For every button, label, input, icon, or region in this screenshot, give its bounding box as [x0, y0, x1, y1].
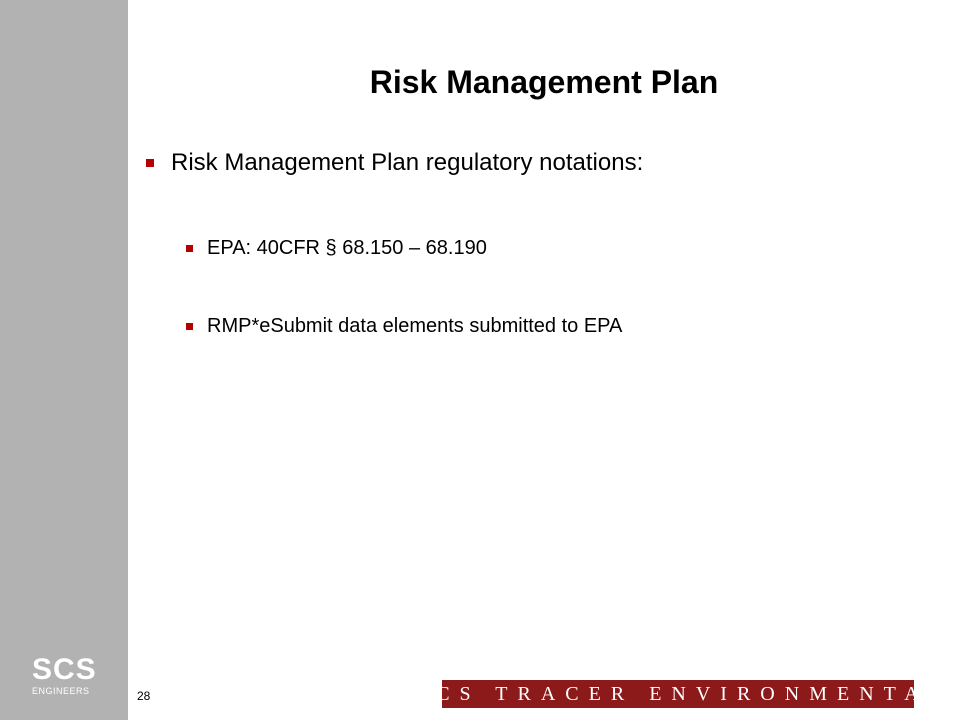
square-bullet-icon — [186, 245, 193, 252]
main-bullet — [146, 146, 643, 180]
sub-bullet-text: RMP*eSubmit data elements submitted to EPA — [207, 315, 623, 337]
sub-bullet — [186, 234, 487, 262]
page-number: 28 — [137, 689, 151, 703]
sub-bullet — [186, 312, 622, 340]
scs-engineers-logo — [32, 655, 102, 696]
square-bullet-icon — [186, 323, 193, 330]
sidebar — [0, 0, 128, 720]
main-bullet-text: Risk Management Plan regulatory notations: — [171, 149, 644, 176]
slide-title: Risk Management Plan — [369, 64, 719, 100]
logo-sub-text: ENGINEERS — [32, 686, 90, 696]
footer-banner-text: SCS TRACER ENVIRONMENTAL — [415, 682, 951, 705]
square-bullet-icon — [146, 159, 154, 167]
footer-banner — [415, 680, 951, 708]
sub-bullet-text: EPA: 40CFR § 68.150 – 68.190 — [207, 237, 487, 259]
logo-main-text: SCS — [32, 653, 97, 686]
